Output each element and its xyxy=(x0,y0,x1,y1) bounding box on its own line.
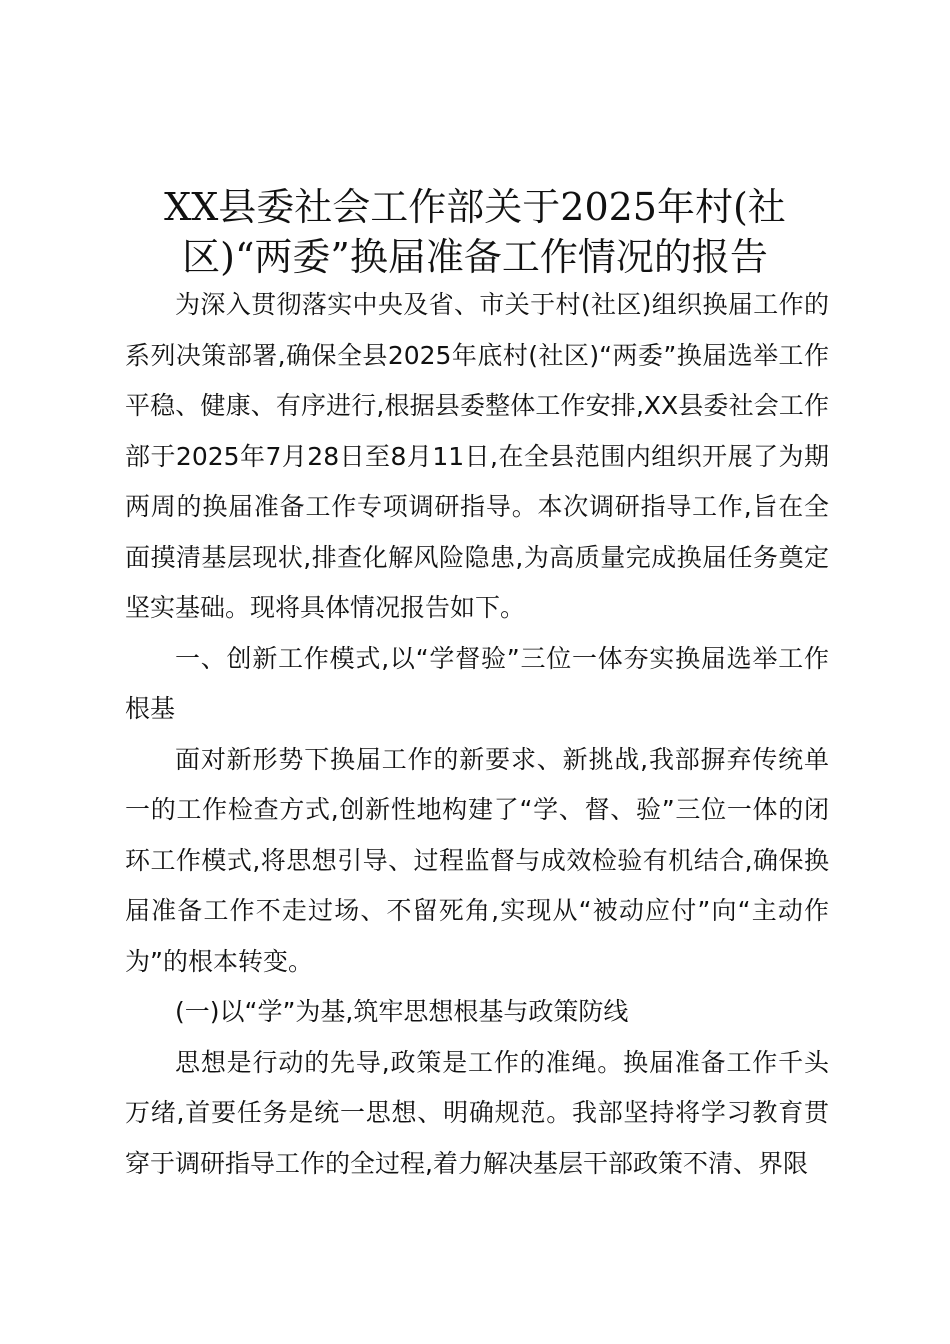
document-body xyxy=(125,280,829,1189)
section-1-paragraph: 面对新形势下换届工作的新要求、新挑战,我部摒弃传统单一的工作检查方式,创新性地构建了“学、督、验”三位一体的闭环工作模式,将思想引导、过程监督与成效检验有机结合,确保换届准备工作不走过场、不留死角,实现从“被动应付”向“主动作为”的根本转变。 xyxy=(125,744,829,976)
subsection-heading-1: (一)以“学”为基,筑牢思想根基与政策防线 xyxy=(175,997,629,1026)
intro-paragraph: 为深入贯彻落实中央及省、市关于村(社区)组织换届工作的系列决策部署,确保全县2025年底村(社区)“两委”换届选举工作平稳、健康、有序进行,根据县委整体工作安排,XX县委社会工作部于2025年7月28日至8月11日,在全县范围内组织开展了为期两周的换届准备工作专项调研指导。本次调研指导工作,旨在全面摸清基层现状,排查化解风险隐患,为高质量完成换届任务奠定坚实基础。现将具体情况报告如下。 xyxy=(125,290,829,622)
document-title: XX县委社会工作部关于2025年村(社区)“两委”换届准备工作情况的报告 xyxy=(164,185,786,279)
subsection-1-paragraph: 思想是行动的先导,政策是工作的准绳。换届准备工作千头万绪,首要任务是统一思想、明确规范。我部坚持将学习教育贯穿于调研指导工作的全过程,着力解决基层干部政策不清、界限 xyxy=(125,1047,829,1178)
section-heading-1: 一、创新工作模式,以“学督验”三位一体夯实换届选举工作根基 xyxy=(125,643,829,723)
